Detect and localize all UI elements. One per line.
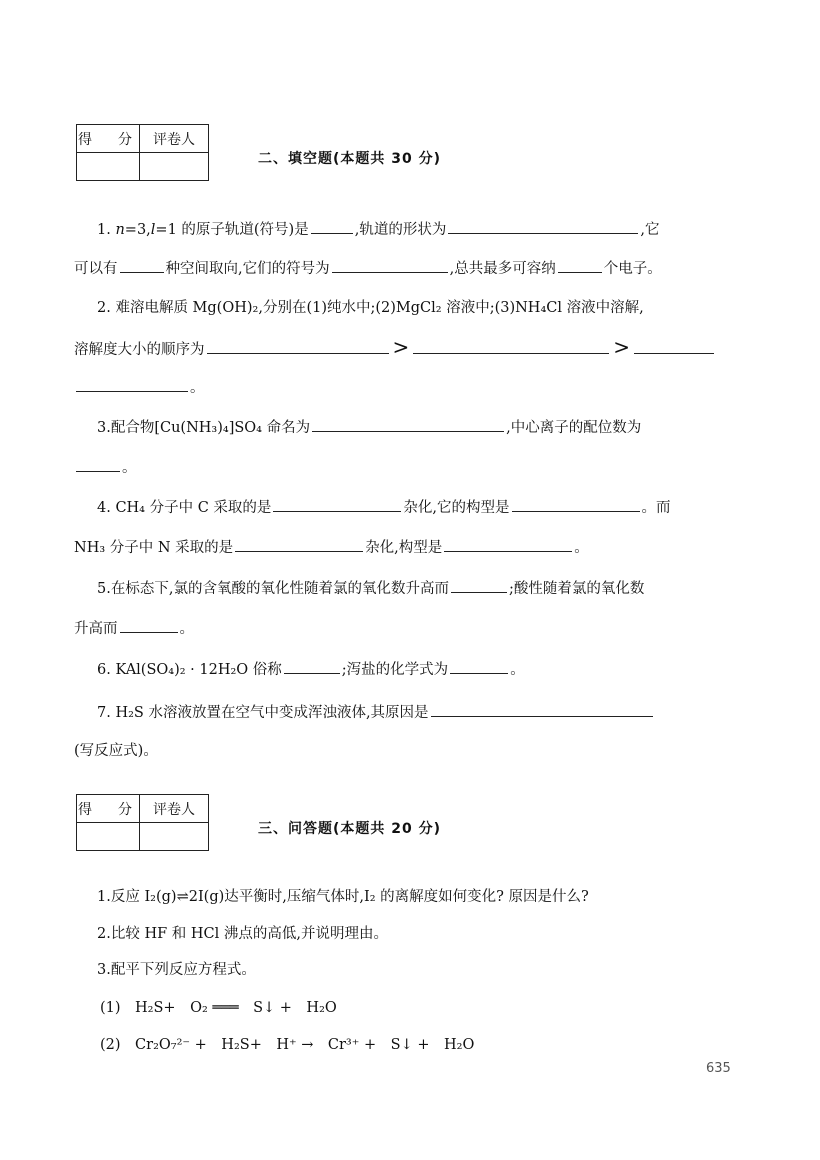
s3-q1: 1.反应 I₂(g)⇌2I(g)达平衡时,压缩气体时,I₂ 的离解度如何变化? 原因是什么? — [97, 889, 589, 905]
score-label: 得 分 — [77, 795, 140, 823]
blank[interactable] — [273, 497, 401, 512]
blank[interactable] — [413, 339, 609, 354]
q2-line-3: 。 — [74, 377, 746, 398]
score-box-section-2 — [76, 124, 209, 181]
blank[interactable] — [311, 219, 353, 234]
q1-line-1: 1. n=3,l=1 的原子轨道(符号)是 ,轨道的形状为 ,它 — [97, 219, 747, 240]
score-cell[interactable] — [77, 153, 140, 181]
blank[interactable] — [332, 258, 448, 273]
q1-line-2: 可以有 种空间取向,它们的符号为 ,总共最多可容纳 个电子。 — [74, 258, 746, 279]
q3-line-2: 。 — [74, 457, 746, 478]
q7-line-1: 7. H₂S 水溶液放置在空气中变成浑浊液体,其原因是 — [97, 702, 747, 723]
section-2-title: 二、填空题(本题共 30 分) — [258, 151, 442, 167]
q6-line: 6. KAl(SO₄)₂ · 12H₂O 俗称 ;泻盐的化学式为 。 — [97, 659, 747, 680]
blank[interactable] — [120, 258, 164, 273]
q3-line-1: 3.配合物[Cu(NH₃)₄]SO₄ 命名为 ,中心离子的配位数为 — [97, 417, 747, 438]
grader-cell[interactable] — [140, 153, 209, 181]
q4-line-1: 4. CH₄ 分子中 C 采取的是 杂化,它的构型是 。而 — [97, 497, 747, 518]
blank[interactable] — [634, 339, 714, 354]
q2-line-2: 溶解度大小的顺序为 > > — [74, 337, 746, 360]
grader-label: 评卷人 — [140, 125, 209, 153]
blank[interactable] — [312, 417, 504, 432]
s3-q3: 3.配平下列反应方程式。 — [97, 962, 256, 978]
grader-cell[interactable] — [140, 823, 209, 851]
q4-line-2: NH₃ 分子中 N 采取的是 杂化,构型是 。 — [74, 537, 746, 558]
grader-label: 评卷人 — [140, 795, 209, 823]
q7-line-2: (写反应式)。 — [74, 743, 158, 759]
blank[interactable] — [431, 702, 653, 717]
blank[interactable] — [448, 219, 638, 234]
q5-line-2: 升高而 。 — [74, 618, 746, 639]
blank[interactable] — [120, 618, 178, 633]
blank[interactable] — [512, 497, 640, 512]
section-3-title: 三、问答题(本题共 20 分) — [258, 821, 442, 837]
blank[interactable] — [450, 659, 508, 674]
score-box-section-3 — [76, 794, 209, 851]
score-cell[interactable] — [77, 823, 140, 851]
s3-q2: 2.比较 HF 和 HCl 沸点的高低,并说明理由。 — [97, 926, 388, 942]
blank[interactable] — [451, 578, 507, 593]
blank[interactable] — [284, 659, 340, 674]
blank[interactable] — [444, 537, 572, 552]
blank[interactable] — [235, 537, 363, 552]
blank[interactable] — [76, 377, 188, 392]
equation-1: (1) H₂S+ O₂ ═══ S↓ + H₂O — [100, 1000, 337, 1016]
blank[interactable] — [207, 339, 389, 354]
q2-line-1: 2. 难溶电解质 Mg(OH)₂,分别在(1)纯水中;(2)MgCl₂ 溶液中;(3)NH₄Cl 溶液中溶解, — [97, 300, 644, 316]
equation-2: (2) Cr₂O₇²⁻ + H₂S+ H⁺ → Cr³⁺ + S↓ + H₂O — [100, 1037, 475, 1053]
score-label: 得 分 — [77, 125, 140, 153]
blank[interactable] — [558, 258, 602, 273]
q5-line-1: 5.在标态下,氯的含氧酸的氧化性随着氯的氧化数升高而 ;酸性随着氯的氧化数 — [97, 578, 747, 599]
blank[interactable] — [76, 457, 120, 472]
page-number: 635 — [706, 1061, 731, 1076]
